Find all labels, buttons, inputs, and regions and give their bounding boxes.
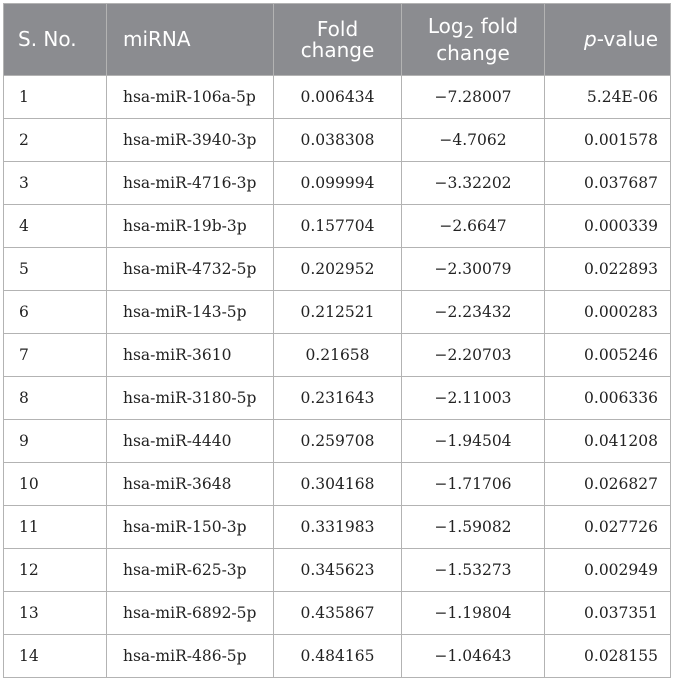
log2-suffix: fold change bbox=[436, 13, 519, 65]
cell-sno: 14 bbox=[4, 635, 107, 678]
header-sno: S. No. bbox=[4, 4, 107, 76]
cell-fold-change: 0.006434 bbox=[274, 76, 402, 119]
cell-log2-fold-change: −2.30079 bbox=[402, 248, 545, 291]
cell-fold-change: 0.157704 bbox=[274, 205, 402, 248]
header-log2-fold-change bbox=[402, 4, 545, 76]
cell-pvalue: 0.000339 bbox=[545, 205, 671, 248]
cell-pvalue: 0.026827 bbox=[545, 463, 671, 506]
cell-pvalue: 0.022893 bbox=[545, 248, 671, 291]
table-row bbox=[4, 162, 671, 205]
cell-mirna: hsa-miR-19b-3p bbox=[107, 205, 274, 248]
cell-mirna: hsa-miR-486-5p bbox=[107, 635, 274, 678]
cell-fold-change: 0.331983 bbox=[274, 506, 402, 549]
cell-pvalue: 5.24E-06 bbox=[545, 76, 671, 119]
table-row bbox=[4, 291, 671, 334]
cell-mirna: hsa-miR-4716-3p bbox=[107, 162, 274, 205]
cell-log2-fold-change: −2.6647 bbox=[402, 205, 545, 248]
table-row bbox=[4, 119, 671, 162]
cell-mirna: hsa-miR-6892-5p bbox=[107, 592, 274, 635]
cell-mirna: hsa-miR-4732-5p bbox=[107, 248, 274, 291]
pvalue-rest: -value bbox=[596, 27, 658, 51]
header-pvalue bbox=[545, 4, 671, 76]
cell-pvalue: 0.027726 bbox=[545, 506, 671, 549]
cell-sno: 3 bbox=[4, 162, 107, 205]
cell-pvalue: 0.037351 bbox=[545, 592, 671, 635]
cell-sno: 1 bbox=[4, 76, 107, 119]
cell-mirna: hsa-miR-150-3p bbox=[107, 506, 274, 549]
cell-mirna: hsa-miR-3180-5p bbox=[107, 377, 274, 420]
cell-mirna: hsa-miR-4440 bbox=[107, 420, 274, 463]
cell-log2-fold-change: −2.11003 bbox=[402, 377, 545, 420]
table-row bbox=[4, 248, 671, 291]
cell-log2-fold-change: −4.7062 bbox=[402, 119, 545, 162]
cell-pvalue: 0.037687 bbox=[545, 162, 671, 205]
table-row bbox=[4, 592, 671, 635]
table-row bbox=[4, 334, 671, 377]
cell-sno: 6 bbox=[4, 291, 107, 334]
cell-sno: 11 bbox=[4, 506, 107, 549]
cell-sno: 12 bbox=[4, 549, 107, 592]
table-body bbox=[4, 76, 671, 678]
cell-pvalue: 0.000283 bbox=[545, 291, 671, 334]
cell-log2-fold-change: −1.71706 bbox=[402, 463, 545, 506]
cell-pvalue: 0.002949 bbox=[545, 549, 671, 592]
cell-fold-change: 0.484165 bbox=[274, 635, 402, 678]
table-row bbox=[4, 463, 671, 506]
cell-mirna: hsa-miR-625-3p bbox=[107, 549, 274, 592]
cell-log2-fold-change: −1.04643 bbox=[402, 635, 545, 678]
header-fold-change: Fold change bbox=[274, 4, 402, 76]
cell-fold-change: 0.212521 bbox=[274, 291, 402, 334]
cell-sno: 7 bbox=[4, 334, 107, 377]
cell-log2-fold-change: −7.28007 bbox=[402, 76, 545, 119]
cell-log2-fold-change: −3.32202 bbox=[402, 162, 545, 205]
log2-prefix: Log bbox=[427, 13, 464, 38]
cell-mirna: hsa-miR-3648 bbox=[107, 463, 274, 506]
cell-log2-fold-change: −1.53273 bbox=[402, 549, 545, 592]
cell-fold-change: 0.099994 bbox=[274, 162, 402, 205]
table-row bbox=[4, 205, 671, 248]
cell-sno: 2 bbox=[4, 119, 107, 162]
cell-sno: 5 bbox=[4, 248, 107, 291]
table-row bbox=[4, 635, 671, 678]
cell-sno: 10 bbox=[4, 463, 107, 506]
cell-mirna: hsa-miR-3940-3p bbox=[107, 119, 274, 162]
log2-subscript: 2 bbox=[463, 22, 475, 42]
cell-sno: 13 bbox=[4, 592, 107, 635]
cell-fold-change: 0.304168 bbox=[274, 463, 402, 506]
cell-pvalue: 0.005246 bbox=[545, 334, 671, 377]
cell-pvalue: 0.028155 bbox=[545, 635, 671, 678]
cell-pvalue: 0.006336 bbox=[545, 377, 671, 420]
cell-fold-change: 0.345623 bbox=[274, 549, 402, 592]
cell-log2-fold-change: −2.23432 bbox=[402, 291, 545, 334]
cell-pvalue: 0.041208 bbox=[545, 420, 671, 463]
header-mirna: miRNA bbox=[107, 4, 274, 76]
cell-log2-fold-change: −1.19804 bbox=[402, 592, 545, 635]
cell-log2-fold-change: −2.20703 bbox=[402, 334, 545, 377]
cell-fold-change: 0.231643 bbox=[274, 377, 402, 420]
cell-fold-change: 0.259708 bbox=[274, 420, 402, 463]
cell-fold-change: 0.202952 bbox=[274, 248, 402, 291]
table-row bbox=[4, 76, 671, 119]
cell-log2-fold-change: −1.59082 bbox=[402, 506, 545, 549]
cell-pvalue: 0.001578 bbox=[545, 119, 671, 162]
cell-log2-fold-change: −1.94504 bbox=[402, 420, 545, 463]
mirna-table bbox=[3, 3, 671, 678]
cell-mirna: hsa-miR-143-5p bbox=[107, 291, 274, 334]
header-row bbox=[4, 4, 671, 76]
cell-fold-change: 0.038308 bbox=[274, 119, 402, 162]
pvalue-p: p bbox=[583, 27, 597, 51]
cell-sno: 8 bbox=[4, 377, 107, 420]
cell-fold-change: 0.21658 bbox=[274, 334, 402, 377]
table-row bbox=[4, 506, 671, 549]
cell-mirna: hsa-miR-106a-5p bbox=[107, 76, 274, 119]
table-row bbox=[4, 420, 671, 463]
table-row bbox=[4, 377, 671, 420]
cell-sno: 9 bbox=[4, 420, 107, 463]
cell-mirna: hsa-miR-3610 bbox=[107, 334, 274, 377]
table-row bbox=[4, 549, 671, 592]
cell-fold-change: 0.435867 bbox=[274, 592, 402, 635]
cell-sno: 4 bbox=[4, 205, 107, 248]
